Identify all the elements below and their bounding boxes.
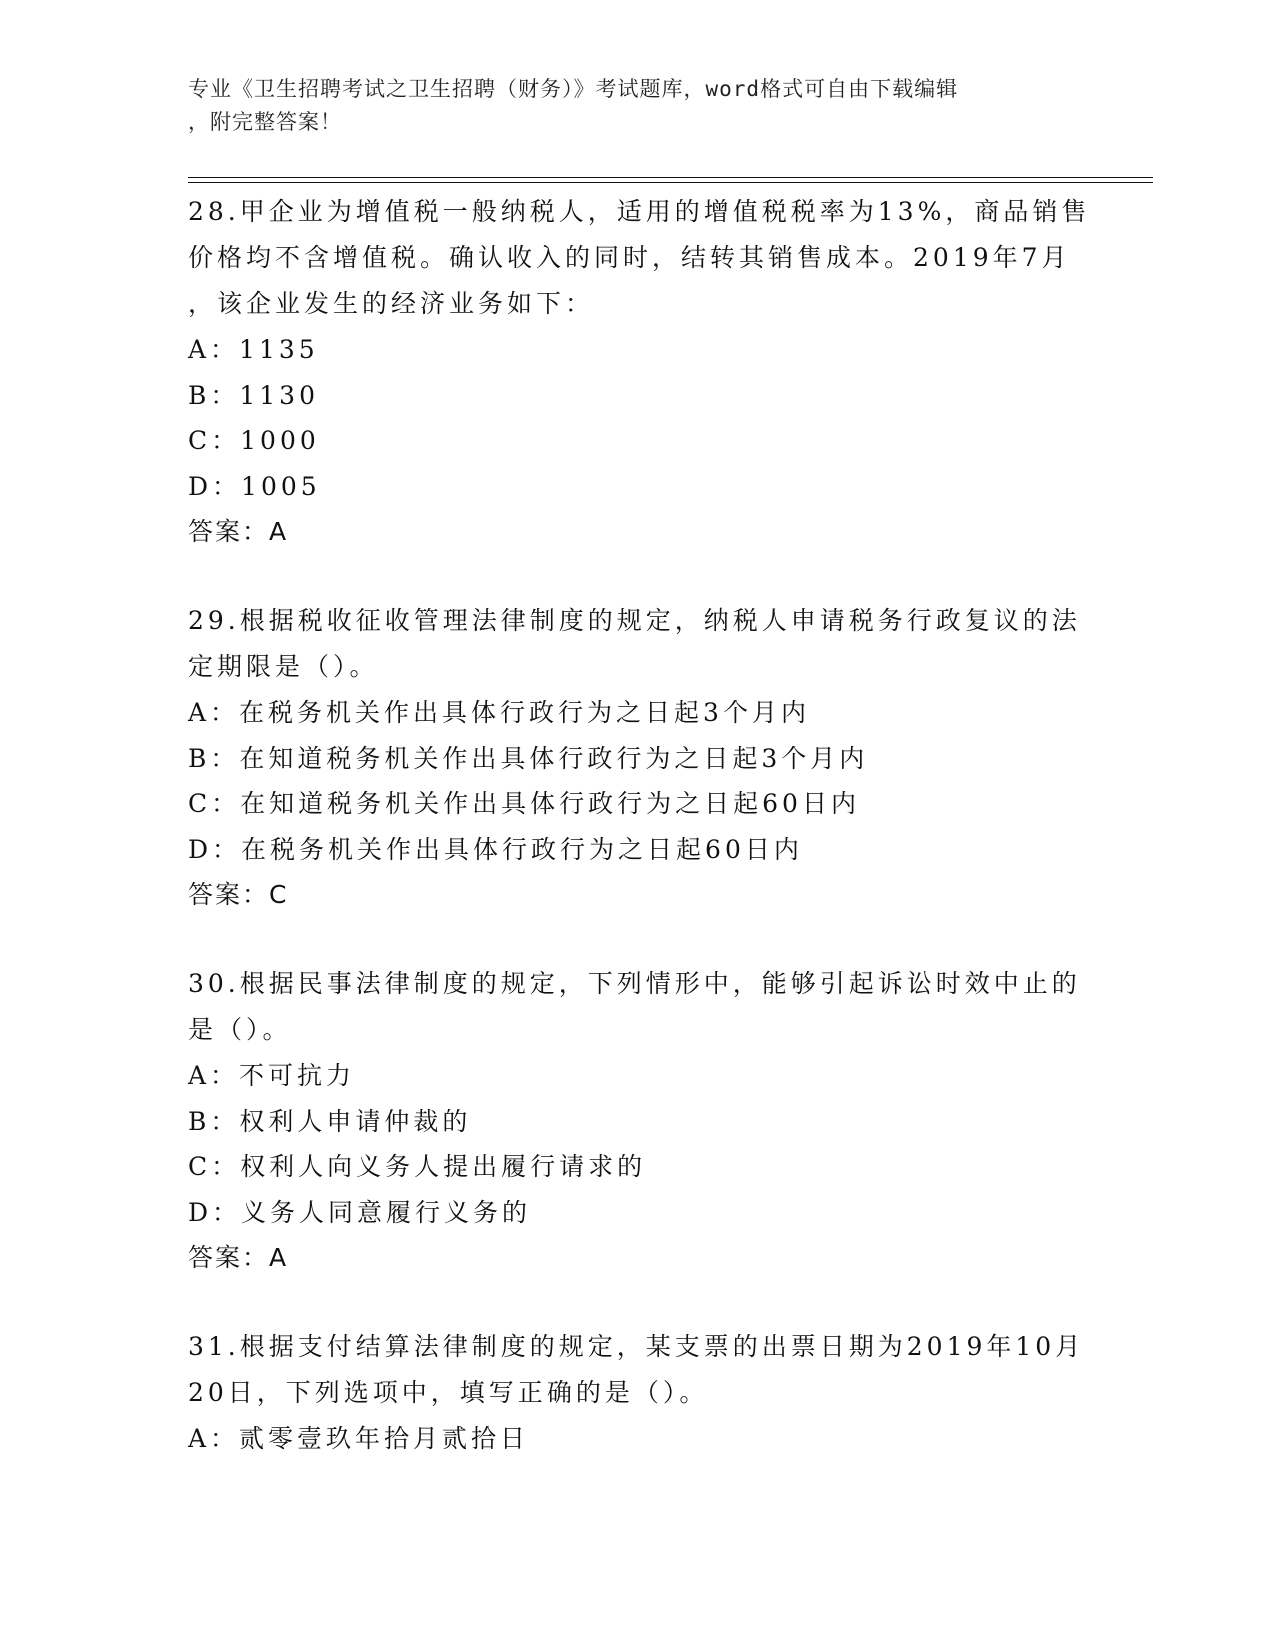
question-spacer — [188, 555, 1088, 598]
option-a: A：在税务机关作出具体行政行为之日起3个月内 — [188, 698, 810, 727]
option-c: C：1000 — [188, 426, 320, 455]
stem-line: 价格均不含增值税。确认收入的同时，结转其销售成本。2019年7月 — [188, 243, 1071, 272]
stem-line: 是（）。 — [188, 1015, 292, 1044]
option-c: C：在知道税务机关作出具体行政行为之日起60日内 — [188, 789, 860, 818]
document-header — [188, 73, 1078, 139]
question-stem — [188, 1324, 1088, 1416]
question-spacer — [188, 918, 1088, 961]
answer-key: 答案：A — [188, 1243, 289, 1272]
question-28 — [188, 189, 1091, 555]
stem-line: 30.根据民事法律制度的规定，下列情形中，能够引起诉讼时效中止的 — [188, 969, 1081, 998]
option-d: D：1005 — [188, 471, 321, 501]
stem-line: 20日，下列选项中，填写正确的是（）。 — [188, 1378, 709, 1407]
header-divider-top — [188, 177, 1153, 178]
option-c: C：权利人向义务人提出履行请求的 — [188, 1152, 647, 1181]
stem-line: 31.根据支付结算法律制度的规定，某支票的出票日期为2019年10月 — [188, 1332, 1085, 1361]
question-29 — [188, 598, 1088, 918]
question-stem — [188, 598, 1088, 690]
option-b: B：在知道税务机关作出具体行政行为之日起3个月内 — [188, 743, 869, 773]
header-divider-bottom — [188, 182, 1153, 183]
answer-key: 答案：C — [188, 880, 289, 909]
question-list — [188, 189, 1091, 1462]
question-spacer — [188, 1281, 1088, 1324]
stem-line: ，该企业发生的经济业务如下： — [188, 289, 595, 318]
option-a: A：1135 — [188, 335, 319, 364]
option-a: A：贰零壹玖年拾月贰拾日 — [188, 1424, 530, 1453]
option-b: B：权利人申请仲裁的 — [188, 1106, 472, 1136]
option-b: B：1130 — [188, 380, 319, 410]
question-31 — [188, 1324, 1088, 1462]
option-d: D：义务人同意履行义务的 — [188, 1197, 532, 1227]
stem-line: 29.根据税收征收管理法律制度的规定，纳税人申请税务行政复议的法 — [188, 606, 1081, 635]
answer-key: 答案：A — [188, 517, 289, 546]
question-stem — [188, 189, 1091, 327]
question-stem — [188, 961, 1088, 1053]
option-d: D：在税务机关作出具体行政行为之日起60日内 — [188, 834, 803, 864]
option-a: A：不可抗力 — [188, 1061, 356, 1090]
header-title-line-1: 专业《卫生招聘考试之卫生招聘（财务）》考试题库，word格式可自由下载编辑 — [188, 77, 959, 101]
stem-line: 28.甲企业为增值税一般纳税人，适用的增值税税率为13%，商品销售 — [188, 197, 1091, 226]
stem-line: 定期限是（）。 — [188, 652, 379, 681]
header-title-line-2: ，附完整答案！ — [188, 110, 342, 134]
question-30 — [188, 961, 1088, 1281]
